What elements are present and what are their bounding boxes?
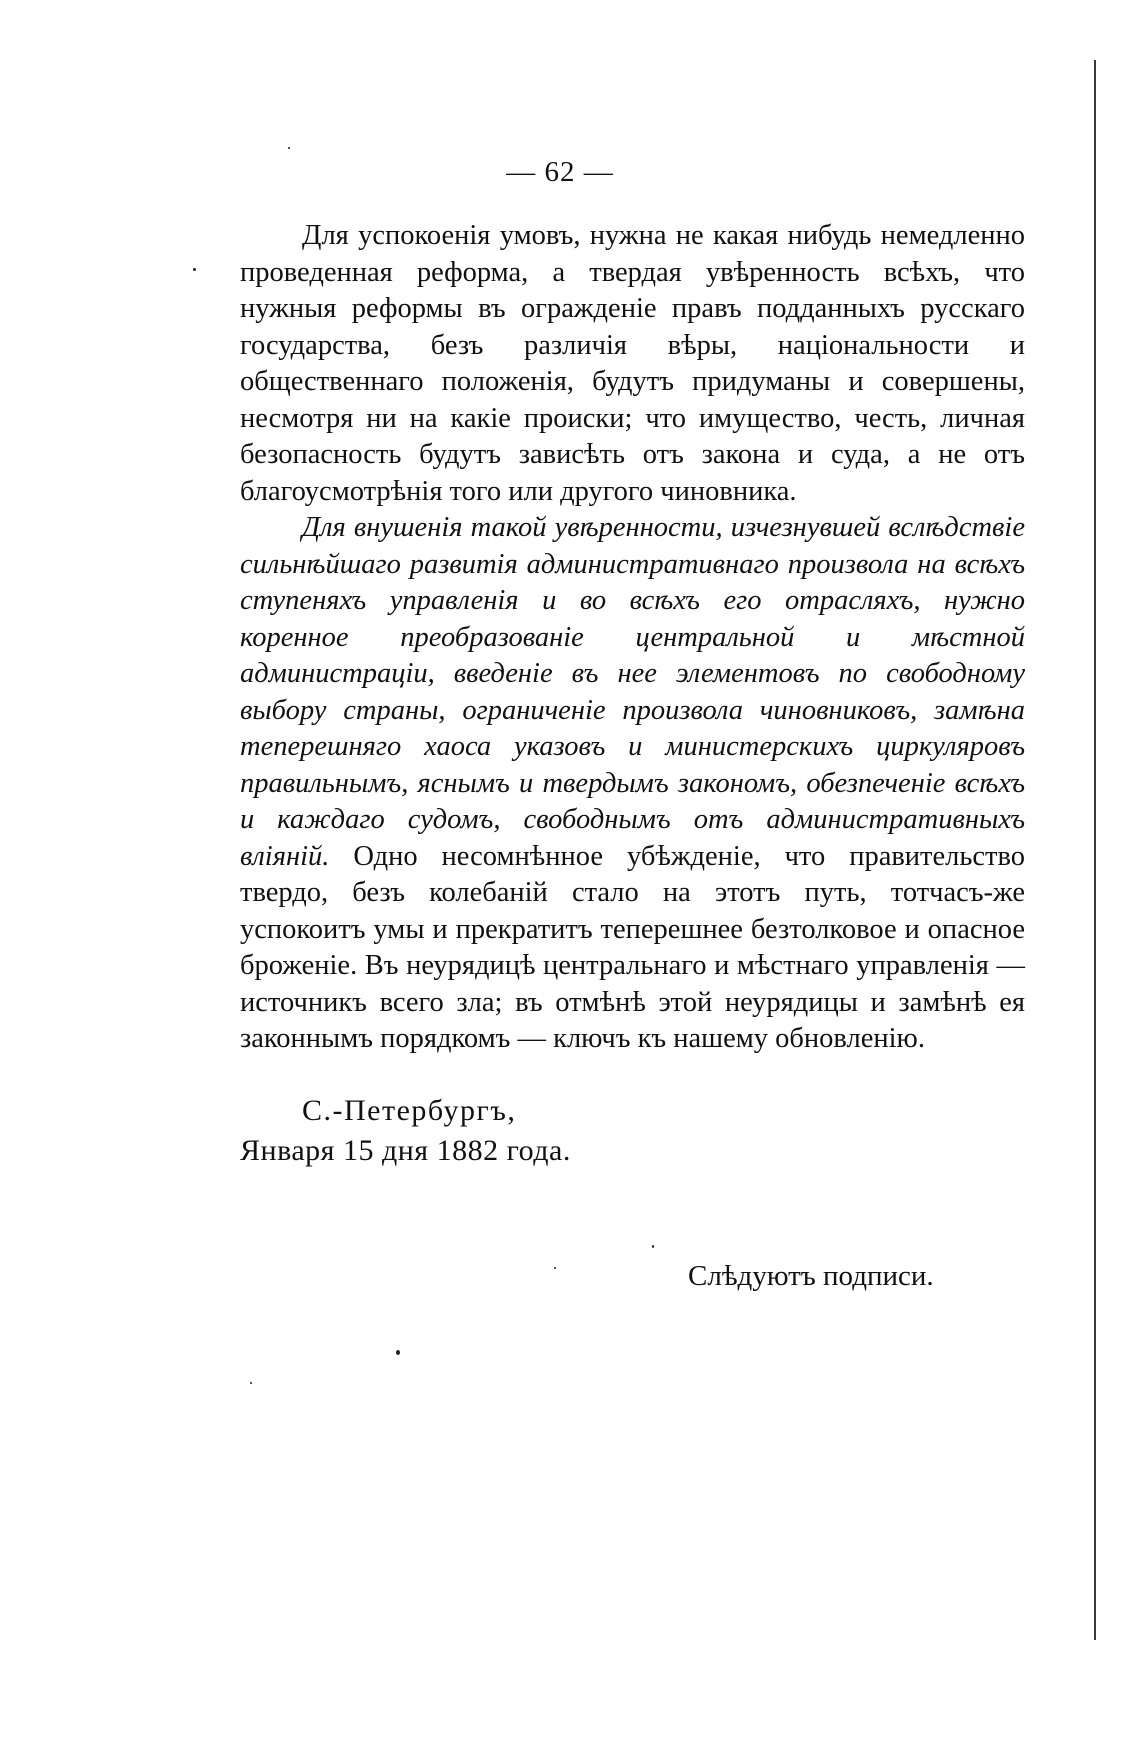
paragraph-1: Для успокоенія умовъ, нужна не какая нибудь немедленно проведенная реформа, а твердая увѣренность всѣхъ, что нужныя реформы въ огражденіе правъ подданныхъ русскаго государства, безъ различія вѣры, національности и общественнаго положенія, будутъ придуманы и совершены, несмотря ни на какіе происки; что имущество, честь, личная безопасность будутъ зависѣть отъ закона и суда, а не отъ благоусмотрѣнія того или другого чиновника. bbox=[240, 220, 1025, 507]
scan-speck bbox=[250, 1382, 252, 1384]
page-edge-line bbox=[1094, 60, 1096, 1640]
body-text bbox=[240, 218, 1025, 1058]
signatures-note: Слѣдуютъ подписи. bbox=[688, 1260, 934, 1292]
scan-speck bbox=[193, 268, 196, 271]
scan-speck bbox=[554, 1267, 556, 1269]
page-number: — 62 — bbox=[506, 156, 614, 188]
scan-speck bbox=[652, 1245, 654, 1248]
scan-speck bbox=[288, 147, 290, 149]
scan-speck bbox=[396, 1350, 400, 1355]
paragraph-2-italic: Для внушенія такой увѣренности, изчезнувшей вслѣдствіе сильнѣйшаго развитія административнаго произвола на всѣхъ ступеняхъ управленія и во всѣхъ его отрасляхъ, нужно коренное преобразованіе центральной и мѣстной администраціи, введеніе въ нее элементовъ по свободному выбору страны, ограниченіе произвола чиновниковъ, замѣна теперешняго хаоса указовъ и министерскихъ циркуляровъ правильнымъ, яснымъ и твердымъ закономъ, обезпеченіе всѣхъ и каждаго судомъ, свободнымъ отъ административныхъ вліяній. bbox=[240, 512, 1025, 872]
paragraph-2-regular: Одно несомнѣнное убѣжденіе, что правительство твердо, безъ колебаній стало на этотъ путь, тотчасъ-же успокоитъ умы и прекратитъ теперешнее безтолковое и опасное броженіе. Въ неурядицѣ центральнаго и мѣстнаго управленія — источникъ всего зла; въ отмѣнѣ этой неурядицы и замѣнѣ ея законнымъ порядкомъ — ключъ къ нашему обновленію. bbox=[240, 840, 1025, 1054]
date-line: Января 15 дня 1882 года. bbox=[240, 1134, 571, 1167]
place-line: С.-Петербургъ, bbox=[302, 1094, 517, 1127]
paragraph-2 bbox=[240, 510, 1025, 1058]
